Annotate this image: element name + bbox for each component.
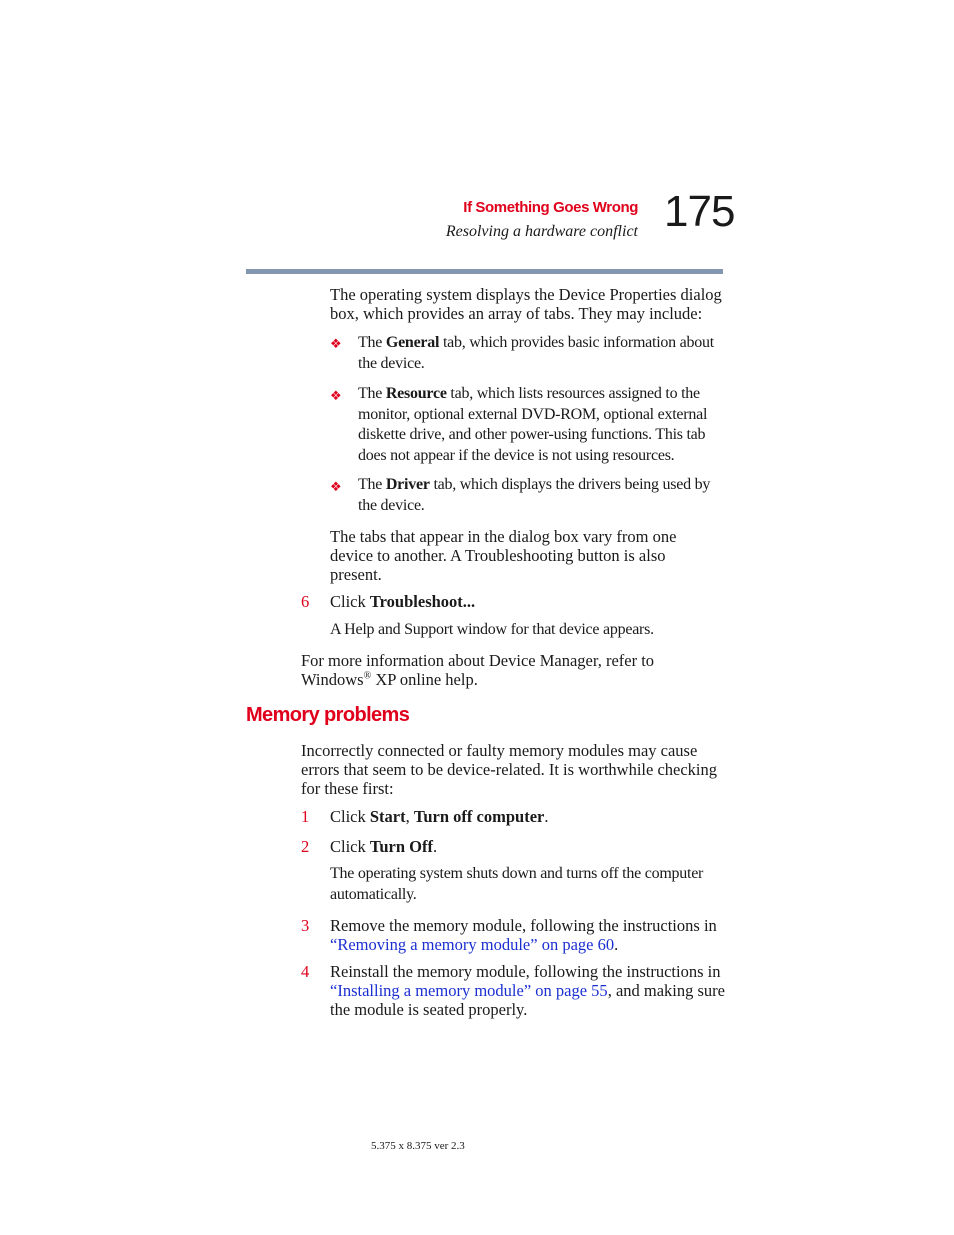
cross-reference-link[interactable]: “Removing a memory module” on page 60 [330,935,615,954]
bullet-text: tab, which provides basic information about the device. [358,334,714,372]
memory-intro: Incorrectly connected or faulty memory modules may cause errors that seem to be device-related. It is worthwhile checking for these first: [301,741,718,798]
step-6-result: A Help and Support window for that device appears. [330,621,654,638]
step-number: 4 [301,962,310,981]
bullet-text: tab, which lists resources assigned to the monitor, optional external DVD-ROM, optional external diskette drive, and other power-using functions. This tab does not appear if the device is not using resources. [358,385,708,464]
bullet-driver [358,475,726,516]
diamond-bullet-icon: ❖ [330,480,342,495]
step-4 [330,962,725,1019]
ui-term: Start [369,807,406,826]
bullet-term: General [385,334,440,351]
step-1 [330,807,720,826]
running-header-subsection: Resolving a hardware conflict [445,223,638,240]
step-number: 6 [301,592,310,611]
step-number: 2 [301,837,310,856]
step-text: Click [330,837,370,856]
paragraph-text: For more information about Device Manager, refer to Windows [301,651,655,689]
step-text: . [614,935,619,954]
registered-mark: ® [363,670,372,682]
diamond-bullet-icon: ❖ [330,389,342,404]
page-footer: 5.375 x 8.375 ver 2.3 [371,1140,465,1152]
ui-term: Turn off computer [413,807,545,826]
step-number: 3 [301,916,310,935]
more-info-paragraph [301,651,696,689]
bullet-text: tab, which displays the drivers being used by the device. [358,476,711,514]
step-text: . [544,807,549,826]
bullet-general [358,333,726,374]
step-text: Click [330,807,370,826]
bullet-text: The [358,334,386,351]
header-rule [246,269,723,274]
diamond-bullet-icon: ❖ [330,337,342,352]
step-text: , [405,807,414,826]
bullet-marker [330,387,342,405]
step-text: , and making sure the module is seated properly. [330,981,725,1019]
step-number: 1 [301,807,310,826]
step-text: Click [330,592,370,611]
step-3 [330,916,725,954]
tabs-note: The tabs that appear in the dialog box vary from one device to another. A Troubleshooting button is also present. [330,527,677,584]
step-text: . [433,837,438,856]
intro-paragraph: The operating system displays the Device Properties dialog box, which provides an array of tabs. They may include: [330,285,722,323]
step-6 [330,592,720,611]
bullet-text: The [358,476,386,493]
page-number: 175 [664,187,735,236]
bullet-marker [330,335,342,353]
step-2-result: The operating system shuts down and turns off the computer automatically. [330,865,704,903]
bullet-marker [330,478,342,496]
bullet-resource [358,384,726,466]
paragraph-text: XP online help. [371,670,478,689]
bullet-text: The [358,385,386,402]
section-heading: Memory problems [246,704,410,726]
step-2 [330,837,720,856]
bullet-term: Driver [385,476,430,493]
running-header-section: If Something Goes Wrong [463,199,638,216]
ui-term: Troubleshoot... [369,592,476,611]
step-text: Remove the memory module, following the instructions in [330,916,717,935]
step-text: Reinstall the memory module, following the instructions in [330,962,721,981]
ui-term: Turn Off [369,837,433,856]
cross-reference-link[interactable]: “Installing a memory module” on page 55 [330,981,608,1000]
bullet-term: Resource [385,385,447,402]
